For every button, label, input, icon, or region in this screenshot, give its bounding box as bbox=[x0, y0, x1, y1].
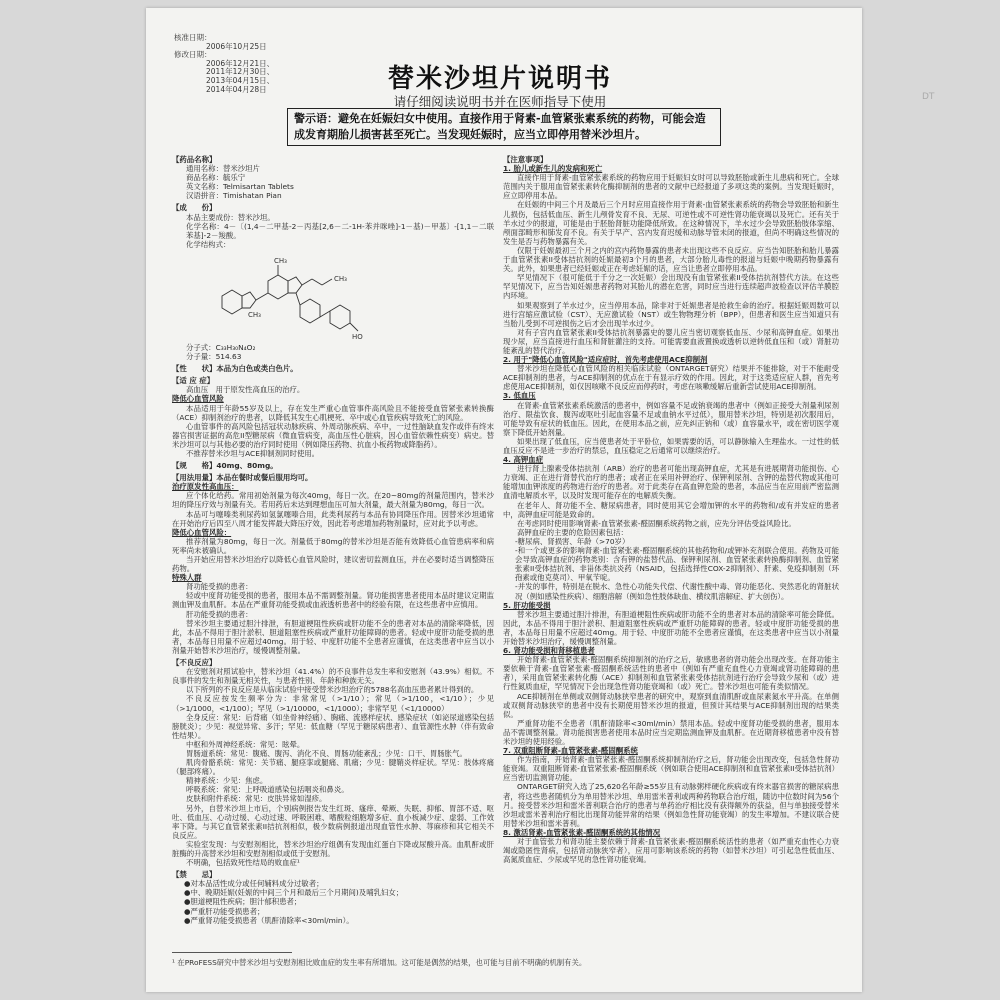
svg-text:HO: HO bbox=[352, 332, 363, 341]
usage-text: 本品可与噻嗪类利尿药如氢氯噻嗪合用，此类利尿药与本品有协同降压作用。因替米沙坦通常在开始治疗后四至八周才能发挥最大降压疗效，因此若考虑增加药物剂量时，应对此予以考虑。 bbox=[172, 509, 494, 528]
precaution-heading: 8. 激活肾素-血管紧张素-醛固酮系统的其他情况 bbox=[503, 827, 661, 837]
precaution-text: 作为指南，开始肾素-血管紧张素-醛固酮系统抑制剂治疗之后，肾功能会出现改变，包括急性肾功能衰竭。双重阻断肾素-血管紧张素-醛固酮系统（例如联合使用ACE抑制剂和血管紧张素II受体拮抗剂）应当密切监测肾功能。 bbox=[503, 755, 839, 783]
approve-label: 核准日期： bbox=[174, 33, 212, 42]
usage-text: 替米沙坦主要通过胆汁排泄，有胆道梗阻性疾病或肝功能不全的患者对本品的清除率降低，因此，本品不得用于胆汁淤积、胆道阻塞性疾病或严重肝功能障碍的患者。轻或中度肝功能受损的患者，本品每日用量不应超过40mg。用于轻、中度肝功能不全患者应谨慎，在这类患者中应当以小剂量开始替米沙坦治疗，缓慢调整剂量。 bbox=[172, 618, 494, 655]
precaution-text: 罕见情况下（很可能低于千分之一次妊娠）会出现没有血管紧张素II受体拮抗剂替代方法。在这些罕见情况下，应当告知妊娠患者药物对其胎儿的潜在危害，同时应当进行连续超声波检查以评估羊膜腔内环境。 bbox=[503, 273, 839, 301]
precaution-text: 替米沙坦主要通过胆汁排泄，有胆道梗阻性疾病或肝功能不全的患者对本品的清除率可能会降低。因此，本品不得用于胆汁淤积、胆道阻塞性疾病或严重肝功能障碍的患者。轻或中度肝功能受损的患者，本品每日用量不应超过40mg。用于轻、中度肝功能不全患者应谨慎，在这类患者中应当以小剂量开始替米沙坦治疗，缓慢调整剂量。 bbox=[503, 609, 839, 646]
indication-text: 心血管事件的高风险包括冠状动脉疾病、外周动脉疾病、卒中，一过性脑缺血发作或伴有终末器官损害证据的高危II型糖尿病（微血管病变，高血压性心脏病，因心血管依赖性病变）病史。替米沙坦可以与其他必要的治疗同时使用（例如降压药物、抗血小板药物或降脂药）。 bbox=[172, 421, 494, 449]
svg-text:CH₃: CH₃ bbox=[274, 256, 287, 265]
indication-text: 不推荐替米沙坦与ACE抑制剂同时使用。 bbox=[186, 448, 320, 458]
revise-date: 2013年04月15日、 bbox=[206, 75, 275, 85]
precaution-text: 如果出现了低血压，应当使患者处于平卧位，如果需要的话，可以静脉输入生理盐水。一过性的低血压反应不是进一步治疗的禁忌，血压稳定之后通常可以继续治疗。 bbox=[503, 436, 839, 455]
adr-text: 精神系统：少见：焦虑。 bbox=[186, 776, 268, 786]
comp-item: 化学结构式： bbox=[186, 239, 231, 249]
precaution-text: 替米沙坦在降低心血管风险的相关临床试验（ONTARGET研究）结果并不能排除，对于不能耐受ACE抑制剂的患者，与ACE抑制剂的优点在于有显示疗效的作用。因此，对于这类适应症人群，首先考虑使用ACE抑制剂，如仅因咳嗽不良反应而停药时，考虑在咳嗽缓解后重新尝试使用ACE抑制剂。 bbox=[503, 364, 839, 392]
usage-text: 应个体化给药。常用初始剂量为每次40mg，每日一次。在20~80mg的剂量范围内，替米沙坦的降压疗效与剂量有关。若用药后未达到理想血压可加大剂量，最大剂量为80mg，每日一次。 bbox=[172, 491, 494, 510]
precaution-heading: 1. 胎儿或新生儿的发病和死亡 bbox=[503, 164, 603, 174]
adr-text: 不良反应按发生频率分为：非常常见（>1/10）；常见（>1/100，<1/10）；少见（>1/1000，<1/100）；罕见（>1/10000，<1/1000）；非常罕见（<1/10000） bbox=[172, 694, 494, 713]
precaution-text: 对于血管张力和肾功能主要依赖于肾素-血管紧张素-醛固酮系统活性的患者（如严重充血性心力衰竭或隐匿性肾病，包括肾动脉狭窄者），应用可影响该系统的药物（如替米沙坦）可引起急性低血压、高氮质血症、少尿或罕见的急性肾功能衰竭。 bbox=[503, 837, 839, 865]
precaution-text: -和一个或更多的影响肾素-血管紧张素-醛固酮系统的其他药物和/或钾补充剂联合使用。药物及可能会导致高钾血症的药物类别：含有钾的盐替代品、保钾利尿剂、血管紧张素转换酶抑制剂、血管紧张素II受体拮抗剂、非甾体类抗炎药（NSAID，包括选择性COX-2抑制剂）、肝素、免疫抑制剂（环孢素或他克莫司）、甲氧苄啶。 bbox=[515, 546, 839, 583]
section-heading: 【成 份】 bbox=[172, 203, 217, 213]
usage-text: 肝功能受损的患者： bbox=[186, 609, 253, 619]
precaution-text: 如果观察到了羊水过少，应当停用本品，除非对于妊娠患者是抢救生命的治疗。根据妊娠周数可以进行宫缩应激试验（CST）、无应激试验（NST）或生物物理分析（BPP），但患者和医生应当知道只有当胎儿受到不可逆损伤之后才会出现羊水过少。 bbox=[503, 300, 839, 328]
section-heading: 【适 应 症】 bbox=[172, 376, 215, 386]
usage-text: 轻或中度肾功能受损的患者，服用本品不需调整剂量。肾功能损害患者使用本品时建议定期监测血钾及血肌酐。本品在严重肾功能受损或血液透析患者中的经验有限，在这些患者中应慎用。 bbox=[172, 591, 494, 610]
name-item: 通用名称：替米沙坦片 bbox=[186, 164, 260, 174]
page-subtitle: 请仔细阅读说明书并在医师指导下使用 bbox=[393, 94, 607, 109]
indication-text: 本品适用于年龄55岁及以上，存在发生严重心血管事件高风险且不能接受血管紧张素转换酶（ACE）抑制剂治疗的患者，以降低其发生心肌梗死、卒中或心血管疾病导致死亡的风险。 bbox=[172, 403, 494, 422]
precaution-heading: 3. 低血压 bbox=[503, 391, 536, 401]
precaution-heading: 6. 肾功能受损和肾移植患者 bbox=[503, 646, 595, 656]
adr-text: 皮肤和附件系统：常见：皮肤异常如湿疹。 bbox=[186, 794, 327, 804]
precaution-text: -并发的事件，特别是在脱水、急性心功能失代偿、代谢性酸中毒、肾功能恶化、突然恶化的肾脏状况（例如感染性疾病）、细胞溶解（例如急性肢体缺血、横纹肌溶解症、扩大创伤）。 bbox=[515, 582, 839, 601]
precaution-heading: 7. 双重阻断肾素-血管紧张素-醛固酮系统 bbox=[503, 746, 638, 756]
comp-item: 本品主要成份：替米沙坦。 bbox=[186, 212, 275, 222]
section-heading: 【规 格】40mg、80mg。 bbox=[172, 461, 278, 471]
precaution-text: 在妊娠的中间三个月及最后三个月时应用直接作用于肾素-血管紧张素系统的药物会导致胚胎和新生儿损伤，包括低血压、新生儿颅骨发育不良、无尿、可逆性或不可逆性肾功能衰竭以及死亡。还有关于羊水过少的报道，可能是由于胚胎肾脏功能降低所致。在这种情况下，羊水过少会导致胚胎肢体挛缩、颅面部畸形和肺发育不良。有关于早产、宫内发育迟缓和动脉导管未闭的报道，但尚不明确这些情况的发生是否与药物暴露有关。 bbox=[503, 200, 839, 246]
precaution-text: 对有子宫内血管紧张素II受体拮抗剂暴露史的婴儿应当密切观察低血压、少尿和高钾血症。如果出现少尿，应当直接进行血压和肾脏灌注的支持。可能需要血液置换或透析以逆转低血压和（或）肾脏功能紊乱的替代治疗。 bbox=[503, 327, 839, 355]
adr-text: 胃肠道系统：常见：腹痛、腹泻、消化不良、胃肠功能紊乱；少见：口干、胃肠胀气。 bbox=[186, 748, 467, 758]
adr-text: 肌肉骨骼系统：常见：关节痛、腿痉挛或腿痛、肌痛；少见：腱鞘炎样症状。罕见：肢体疼痛（腿部疼痛）。 bbox=[172, 758, 494, 777]
usage-text: 当开始应用替米沙坦治疗以降低心血管风险时，建议密切监测血压，并在必要时适当调整降压药物。 bbox=[172, 555, 494, 574]
adr-text: 中枢和外周神经系统：常见：眩晕。 bbox=[186, 739, 305, 749]
revise-date: 2011年12月30日、 bbox=[206, 67, 275, 77]
adr-text: 呼吸系统：常见：上呼吸道感染包括咽炎和鼻炎。 bbox=[186, 785, 349, 795]
indication-sub: 降低心血管风险 bbox=[172, 394, 224, 404]
contra-item: ●对本品活性成分或任何辅料成分过敏者； bbox=[184, 879, 324, 889]
section-heading: 【不良反应】 bbox=[172, 658, 217, 668]
footnote: ¹ 在PRoFESS研究中替米沙坦与安慰剂相比败血症的发生率有所增加。这可能是偶然的结果，也可能与目前不明确的机制有关。 bbox=[172, 958, 587, 967]
precaution-text: 开始肾素-血管紧张素-醛固酮系统抑制剂的治疗之后，敏感患者的肾功能会出现改变。在肾功能主要依赖于肾素-血管紧张素-醛固酮系统活性的患者中（例如有严重充血性心力衰竭或肾功能障碍的患者），采用血管紧张素转化酶（ACE）抑制剂和血管紧张素受体拮抗剂进行治疗会导致少尿和（或）进行性氮质血症，罕见情况下会出现急性肾功能衰竭和（或）死亡。替米沙坦也可能有类似情况。 bbox=[503, 655, 839, 692]
indication-item: 高血压 用于原发性高血压的治疗。 bbox=[186, 385, 305, 395]
precaution-text: -糖尿病、肾损害、年龄（>70岁） bbox=[515, 536, 630, 546]
molecular-weight: 分子量：514.63 bbox=[186, 352, 242, 362]
section-heading: 【用法用量】本品在餐时或餐后服用均可。 bbox=[172, 473, 313, 483]
adr-text: 实验室发现：与安慰剂相比，替米沙坦治疗组偶有发现血红蛋白下降或尿酸升高。血肌酐或肝脏酶的升高替米沙坦和安慰剂相似或低于安慰剂。 bbox=[172, 839, 494, 858]
precaution-text: 高钾血症的主要的危险因素包括： bbox=[517, 527, 628, 537]
contra-item: ●中、晚期妊娠(妊娠的中间三个月和最后三个月期间)及哺乳妇女； bbox=[184, 888, 404, 898]
formula: 分子式：C₃₃H₃₀N₄O₂ bbox=[186, 342, 256, 352]
precaution-heading: 2. 用于"降低心血管风险"适应症时，首先考虑使用ACE抑制剂 bbox=[503, 355, 708, 365]
usage-sub: 特殊人群 bbox=[172, 573, 202, 583]
precaution-heading: 5. 肝功能受损 bbox=[503, 600, 551, 610]
usage-text: 肾功能受损的患者： bbox=[186, 582, 253, 592]
precaution-text: 在肾素-血管紧张素系统激活的患者中，例如容量不足或钠衰竭的患者中（例如正接受大剂量利尿剂治疗、限盐饮食、腹泻或呕吐引起血容量不足或血钠水平过低），服用替米沙坦，特别是初次服用后，可能导致有症状的低血压。因此，在使用本品之前，应先纠正钠和（或）血容量水平，或在密切医学观察下降低开始剂量。 bbox=[503, 400, 839, 437]
svg-text:CH₃: CH₃ bbox=[334, 274, 347, 283]
revise-date: 2006年12月21日、 bbox=[206, 58, 275, 68]
contra-item: ●胆道梗阻性疾病；胆汁郁积患者； bbox=[184, 897, 302, 907]
section-heading: 【注意事项】 bbox=[503, 155, 548, 164]
left-column bbox=[172, 152, 494, 952]
precautions-list bbox=[503, 164, 839, 864]
revise-label: 修改日期： bbox=[174, 50, 212, 60]
adr-text: 另外，自替米沙坦上市后，个别病例报告发生红斑、瘙痒、晕厥、失眠、抑郁、胃部不适、呕吐、低血压、心动过缓、心动过速、呼吸困难、嗜酸粒细胞增多症、血小板减少症、虚弱、工作效率下降。与其它血管紧张素II拮抗剂相似，极少数病例报道出现血管性水肿、荨麻疹和其它相关不良反应。 bbox=[172, 803, 494, 840]
precaution-text: 在考虑同时使用影响肾素-血管紧张素-醛固酮系统药物之前，应先分评估受益风险比。 bbox=[517, 518, 796, 528]
svg-text:CH₃: CH₃ bbox=[248, 310, 261, 319]
adr-text: 在安慰剂对照试验中，替米沙坦（41.4%）的不良事件总发生率和安慰剂（43.9%）相似。不良事件的发生和剂量无相关性，与患者性别、年龄和种族无关。 bbox=[172, 667, 494, 686]
usage-text: 推荐剂量为80mg，每日一次。剂量低于80mg的替米沙坦是否能有效降低心血管患病率和病死率尚未被确认。 bbox=[172, 536, 494, 555]
structure-diagram bbox=[212, 251, 412, 341]
precaution-text: ONTARGET研究入选了25,620名年龄≥55岁且有动脉粥样硬化疾病或有终末器官损害的糖尿病患者，将这些患者随机分为单用替米沙坦、单用雷米普利或两种药物联合治疗组，随访中位数时间为56个月。接受替米沙坦和雷米普利联合治疗的患者与单药治疗相比没有获得额外的获益，但与单独接受替米沙坦或雷米普利治疗相比出现肾功能异常的结果（例如急性肾功能衰竭）的发生率增加。不建议联合使用替米沙坦和雷米普利。 bbox=[503, 782, 839, 828]
precaution-text: 严重肾功能不全患者（肌酐清除率<30ml/min）禁用本品。轻或中度肾功能受损的患者，服用本品不需调整剂量。肾功能损害患者使用本品时应当定期监测血钾及血肌酐。在近期肾移植患者中没有替米沙坦的使用经验。 bbox=[503, 718, 839, 746]
footnote-divider bbox=[172, 952, 292, 953]
revise-date: 2014年04月28日 bbox=[206, 84, 267, 94]
molecule-drawing bbox=[212, 251, 412, 341]
section-heading: 【性 状】本品为白色或类白色片。 bbox=[172, 364, 298, 374]
name-item: 英文名称：Telmisartan Tablets bbox=[186, 182, 294, 192]
precaution-text: 在老年人、肾功能不全、糖尿病患者，同时使用其它会增加钾的水平的药物和/或有并发症的患者中，高钾血症可能是致命的。 bbox=[503, 500, 839, 519]
precaution-text: 直接作用于肾素-血管紧张素系统的药物应用于妊娠妇女时可以导致胚胎或新生儿患病和死亡。全球范围内关于服用血管紧张素转化酶抑制剂的患者的文献中已经报道了多项这类的案例。当发现妊娠时，应立即停用本品。 bbox=[503, 173, 839, 201]
warning-box: 警示语：避免在妊娠妇女中使用。直接作用于肾素-血管紧张素系统的药物，可能会造成发育期胎儿损害甚至死亡。当发现妊娠时，应当立即停用替米沙坦片。 bbox=[287, 108, 721, 146]
precaution-text: 仅限于妊娠最初三个月之内的宫内药物暴露的患者未出现这些不良反应。应当告知胚胎和胎儿暴露于血管紧张素II受体拮抗剂的妊娠最初3个月的患者，大部分胎儿毒性的报道与妊娠中晚期药物暴露有关。此外，如果患者已经妊娠或正在考虑妊娠的话，应当让患者立即停用本品。 bbox=[503, 245, 839, 274]
approve-date: 2006年10月25日 bbox=[206, 41, 267, 51]
watermark: DT bbox=[922, 92, 935, 102]
adr-text: 全身反应：常见：后背痛（如坐骨神经痛）、胸痛、流感样症状、感染症状（如泌尿道感染包括膀胱炎）；少见：视觉异常、多汗；罕见：低血糖（罕见于糖尿病患者）、血管源性水肿（伴有致命性结果）。 bbox=[172, 712, 494, 740]
contra-item: ●严重肾功能受损患者（肌酐清除率<30ml/min）。 bbox=[184, 915, 354, 925]
section-heading: 【禁 忌】 bbox=[172, 870, 217, 880]
contra-item: ●严重肝功能受损患者； bbox=[184, 906, 265, 916]
usage-sub: 降低心血管风险： bbox=[172, 527, 232, 537]
adr-text: 以下所列的不良反应是从临床试验中接受替米沙坦治疗的5788名高血压患者累计得到的。 bbox=[186, 685, 479, 695]
adr-text: 不明确，包括致死性结局的败血症¹ bbox=[186, 858, 300, 868]
precaution-heading: 4. 高钾血症 bbox=[503, 455, 544, 465]
page-title: 替米沙坦片说明书 bbox=[387, 64, 612, 94]
name-item: 汉语拼音：Timishatan Pian bbox=[186, 191, 282, 201]
name-item: 商品名称：毓乐宁 bbox=[186, 173, 246, 183]
usage-sub: 治疗原发性高血压： bbox=[172, 482, 239, 492]
precaution-text: ACE抑制剂在单侧或双侧肾动脉狭窄患者的研究中，观察到血清肌酐或血尿素氮水平升高。在单侧或双侧肾动脉狭窄的患者中没有长期使用替米沙坦的报道，但预计其结果与ACE抑制剂出现的结果类似。 bbox=[503, 691, 839, 719]
comp-item: 化学名称：4－〔(1,4－二甲基-2－丙基[2,6－二-1H-苯并咪唑]-1－基)－甲基〕-[1,1－二联苯基]-2－羧酸。 bbox=[186, 221, 494, 240]
precaution-text: 进行肾上腺素受体拮抗剂（ARB）治疗的患者可能出现高钾血症，尤其是有进展期肾功能损伤、心力衰竭、正在进行肾替代治疗的患者；或者正在采用补钾治疗、保钾利尿剂、含钾的盐替代物或其他可能增加血钾浓度的药物进行治疗的患者。对于此类存在高血钾危险的患者，本品应当在应用前严密监测血清电解质水平，以及时发现可能存在的电解质失衡。 bbox=[503, 464, 839, 501]
right-column bbox=[503, 152, 839, 952]
section-heading: 【药品名称】 bbox=[172, 155, 217, 164]
